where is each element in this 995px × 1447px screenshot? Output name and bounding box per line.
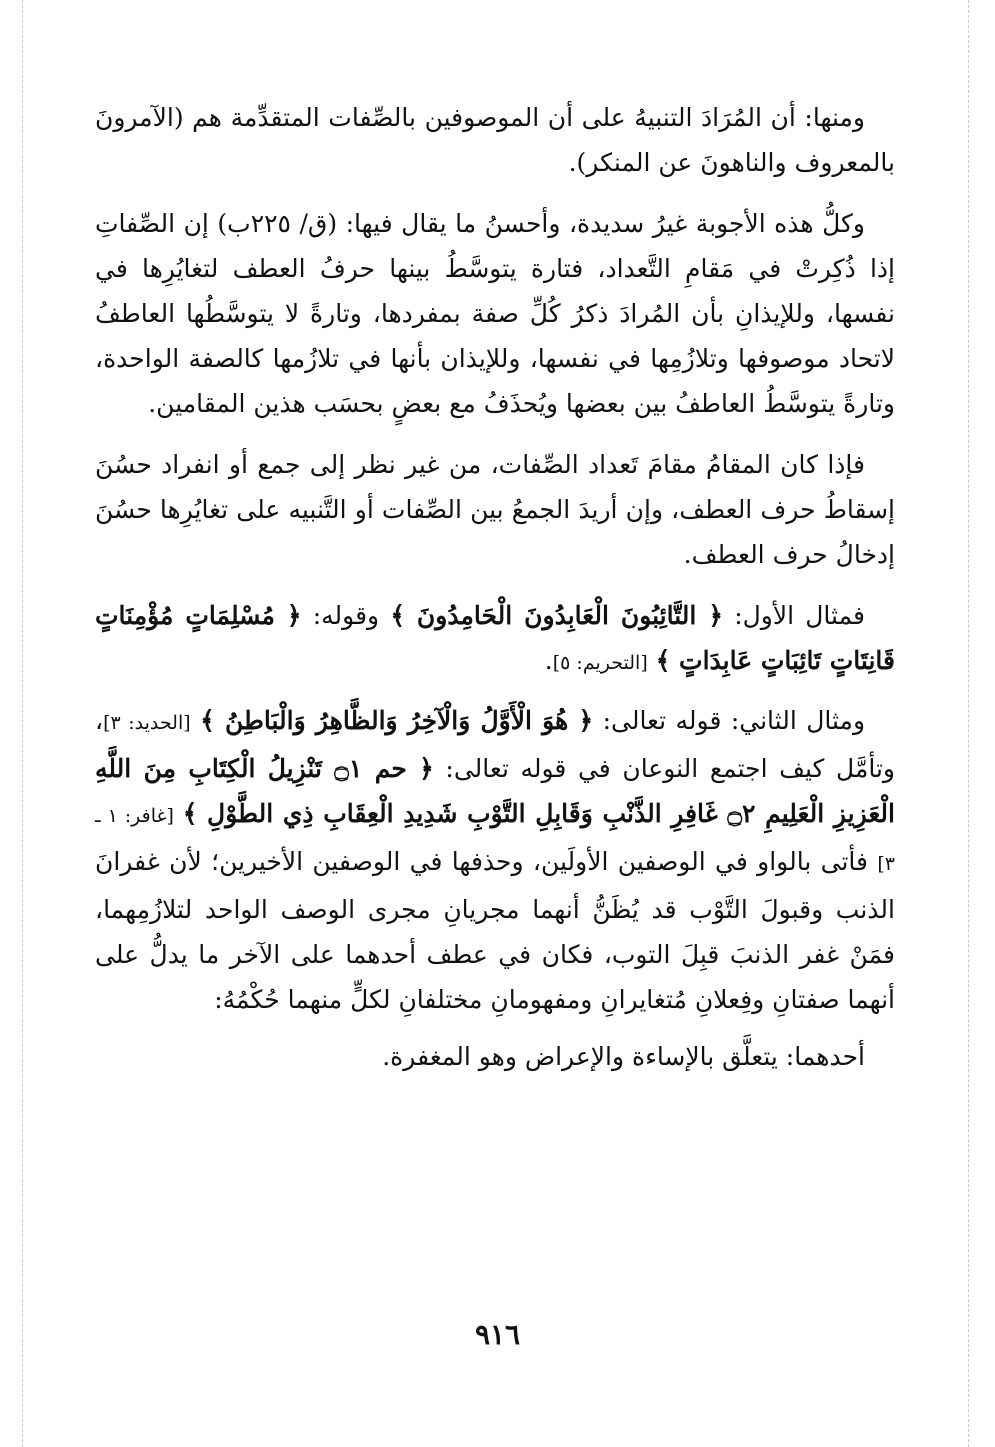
quran-verse-tawbah: ﴿ التَّائِبُونَ الْعَابِدُونَ الْحَامِدُونَ ﴾ (390, 601, 723, 630)
paragraph-3: فإذا كان المقامُ مقامَ تَعداد الصِّفات، من غير نظر إلى جمع أو انفراد حسُنَ إسقاطُ حرف العطف، وإن أريدَ الجمعُ بين الصِّفات أو التَّنبيه على تغايُرِها حسُنَ إدخالُ حرف العطف. (95, 450, 895, 569)
scan-edge-right (968, 0, 969, 1447)
scan-edge-left (22, 0, 23, 1447)
example-one-paragraph (95, 593, 895, 686)
example-one-end: . (544, 646, 553, 675)
example-one-intro: فمثال الأول: (734, 601, 865, 630)
quran-verse-ghafir: ﴿ حم ۝١ تَنْزِيلُ الْكِتَابِ مِنَ اللَّهِ الْعَزِيزِ الْعَلِيمِ ۝٢ غَافِرِ الذَّنْبِ وَقَابِلِ التَّوْبِ شَدِيدِ الْعِقَابِ ذِي الطَّوْلِ ﴾ (95, 754, 895, 828)
reference-ghafir: [غافر: ١ ـ ٣] (95, 805, 895, 875)
final-line: أحدهما: يتعلَّق بالإساءة والإعراض وهو المغفرة. (382, 1042, 865, 1071)
paragraph-1: ومنها: أن المُرَادَ التنبيهُ على أن الموصوفين بالصِّفات المتقدِّمة هم (الآمرونَ بالمعروف والناهونَ عن المنكر). (95, 103, 895, 177)
reference-tahrim: [التحريم: ٥] (552, 652, 648, 674)
example-two-intro: ومثال الثاني: قوله تعالى: (602, 706, 866, 735)
reference-hadid: [الحديد: ٣] (103, 712, 191, 734)
example-two-text-b: فأتى بالواو في الوصفين الأولَين، وحذفها في الوصفين الأخيرين؛ لأن غفرانَ الذنب وقبولَ التَّوْب قد يُظَنُّ أنهما مجريانِ مجرى الوصف الواحد لتلازُمِهما، فمَنْ غفر الذنبَ قبِلَ التوب، فكان في عطف أحدهما على الآخر ما يدلُّ على أنهما صفتانِ وفِعلانِ مُتغايرانِ ومفهومانِ مختلفانِ لكلٍّ منهما حُكْمُهُ: (95, 847, 895, 1014)
paragraph-2: وكلُّ هذه الأجوبة غيرُ سديدة، وأحسنُ ما يقال فيها: (ق/ ٢٢٥ب) إن الصِّفاتِ إذا ذُكِرتْ في مَقامِ التَّعداد، فتارة يتوسَّطُ بينها حرفُ العطف لتغايُرِها في نفسها، وللإيذانِ بأن المُرادَ ذكرُ كُلِّ صفة بمفردها، وتارةً لا يتوسَّطُها العاطفُ لاتحاد موصوفها وتلازُمِها في نفسها، وللإيذان بأنها في تلازُمها كالصفة الواحدة، وتارةً يتوسَّطُ العاطفُ بين بعضها ويُحذَفُ مع بعضٍ بحسَب هذين المقامين. (95, 209, 895, 418)
page-body (95, 95, 895, 1095)
example-two-paragraph (95, 698, 895, 1022)
quran-verse-tahrim: ﴿ مُسْلِمَاتٍ مُؤْمِنَاتٍ قَانِتَاتٍ تَائِبَاتٍ عَابِدَاتٍ ﴾ (95, 601, 895, 675)
example-two-text-a: ، وتأمَّل كيف اجتمع النوعان في قوله تعالى: (95, 706, 895, 783)
page-number: ٩١٦ (474, 1318, 521, 1351)
quran-verse-hadid: ﴿ هُوَ الْأَوَّلُ وَالْآخِرُ وَالظَّاهِرُ وَالْبَاطِنُ ﴾ (200, 706, 594, 735)
example-one-connector: وقوله: (312, 601, 380, 630)
